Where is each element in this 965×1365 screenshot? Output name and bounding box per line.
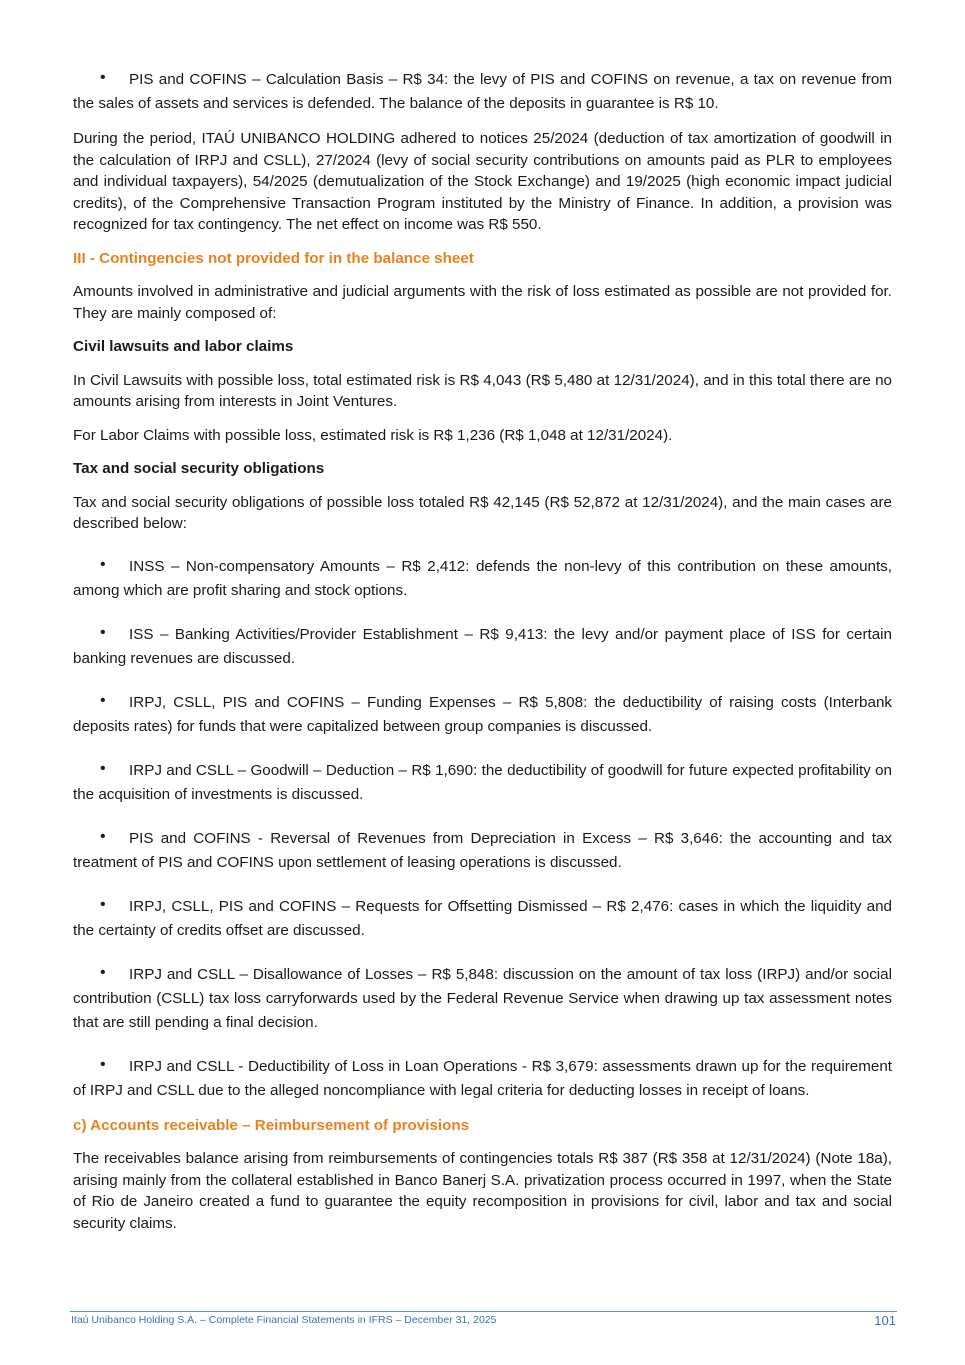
footer-text: Itaú Unibanco Holding S.A. – Complete Financial Statements in IFRS – December 31, 2025 — [71, 1314, 497, 1326]
bullet-dot: • — [100, 963, 106, 981]
list-item-text: IRPJ and CSLL – Goodwill – Deduction – R$ 1,690: the deductibility of goodwill for future expected profitability on the acquisition of investments is discussed. — [73, 761, 892, 803]
list-item — [73, 555, 892, 603]
paragraph-amounts-involved: Amounts involved in administrative and judicial arguments with the risk of loss estimated as possible are not provided for. They are mainly composed of: — [73, 283, 892, 322]
list-item — [73, 895, 892, 943]
heading-accounts-receivable: c) Accounts receivable – Reimbursement of provisions — [73, 1116, 470, 1134]
paragraph-tax-obligations: Tax and social security obligations of possible loss totaled R$ 42,145 (R$ 52,872 at 12/31/2024), and the main cases are described below: — [73, 493, 892, 532]
list-item-text: IRPJ and CSLL - Deductibility of Loss in Loan Operations - R$ 3,679: assessments drawn up for the requirement of IRPJ and CSLL due to the alleged noncompliance with legal criteria for deducting losses in receipt of loans. — [73, 1057, 892, 1099]
heading-contingencies-not-provided: III - Contingencies not provided for in the balance sheet — [73, 249, 474, 267]
bullet-dot: • — [100, 827, 106, 845]
list-item-text: PIS and COFINS - Reversal of Revenues from Depreciation in Excess – R$ 3,646: the accounting and tax treatment of PIS and COFINS upon settlement of leasing operations is discussed. — [73, 829, 892, 871]
list-item — [73, 623, 892, 671]
bullet-dot: • — [100, 895, 106, 913]
paragraph-receivables: The receivables balance arising from reimbursements of contingencies totals R$ 387 (R$ 358 at 12/31/2024) (Note 18a), arising mainly from the collateral established in Banco Banerj S.A. privatization process occurred in 1997, when the State of Rio de Janeiro created a fund to guarantee the equity recomposition in provisions for civil, labor and tax and social security claims. — [73, 1150, 892, 1232]
bullet-pis-cofins-calculation-basis — [73, 68, 892, 116]
list-item — [73, 1055, 892, 1103]
bullet-dot: • — [100, 555, 106, 573]
bullet-dot: • — [100, 69, 106, 86]
list-item-text: INSS – Non-compensatory Amounts – R$ 2,412: defends the non-levy of this contribution on these amounts, among which are profit sharing and stock options. — [73, 557, 892, 599]
paragraph-labor-claims: For Labor Claims with possible loss, estimated risk is R$ 1,236 (R$ 1,048 at 12/31/2024). — [73, 426, 673, 444]
list-item — [73, 691, 892, 739]
heading-civil-labor: Civil lawsuits and labor claims — [73, 338, 294, 355]
bullet-dot: • — [100, 623, 106, 641]
page-number: 101 — [874, 1313, 896, 1328]
bullet-text: PIS and COFINS – Calculation Basis – R$ 34: the levy of PIS and COFINS on revenue, a tax on revenue from the sales of assets and services is defended. The balance of the deposits in guarantee is R$ 10. — [73, 71, 892, 112]
bullet-dot: • — [100, 1055, 106, 1073]
list-item — [73, 827, 892, 875]
bullet-dot: • — [100, 691, 106, 709]
list-item — [73, 963, 892, 1035]
list-item — [73, 759, 892, 807]
footer-divider — [70, 1311, 897, 1312]
paragraph-period: During the period, ITAÚ UNIBANCO HOLDING adhered to notices 25/2024 (deduction of tax amortization of goodwill in the calculation of IRPJ and CSLL), 27/2024 (levy of social security contributions on amounts paid as PLR to employees and individual taxpayers), 54/2025 (demutualization of the Stock Exchange) and 19/2025 (high economic impact judicial credits), of the Comprehensive Transaction Program instituted by the Ministry of Finance. In addition, a provision was recognized for tax contingency. The net effect on income was R$ 550. — [73, 130, 892, 233]
paragraph-civil-lawsuits: In Civil Lawsuits with possible loss, total estimated risk is R$ 4,043 (R$ 5,480 at 12/31/2024), and in this total there are no amounts arising from interests in Joint Ventures. — [73, 371, 892, 410]
bullet-dot: • — [100, 759, 106, 777]
list-item-text: IRPJ and CSLL – Disallowance of Losses – R$ 5,848: discussion on the amount of tax loss (IRPJ) and/or social contribution (CSLL) tax loss carryforwards used by the Federal Revenue Service when drawing up tax assessment notes that are still pending a final decision. — [73, 965, 892, 1031]
list-item-text: ISS – Banking Activities/Provider Establishment – R$ 9,413: the levy and/or payment place of ISS for certain banking revenues are discussed. — [73, 625, 892, 667]
list-item-text: IRPJ, CSLL, PIS and COFINS – Requests for Offsetting Dismissed – R$ 2,476: cases in which the liquidity and the certainty of credits offset are discussed. — [73, 897, 892, 939]
list-item-text: IRPJ, CSLL, PIS and COFINS – Funding Expenses – R$ 5,808: the deductibility of raising costs (Interbank deposits rates) for funds that were capitalized between group companies is discussed. — [73, 693, 892, 735]
heading-tax-social-security: Tax and social security obligations — [73, 460, 325, 477]
document-body — [73, 68, 892, 1234]
